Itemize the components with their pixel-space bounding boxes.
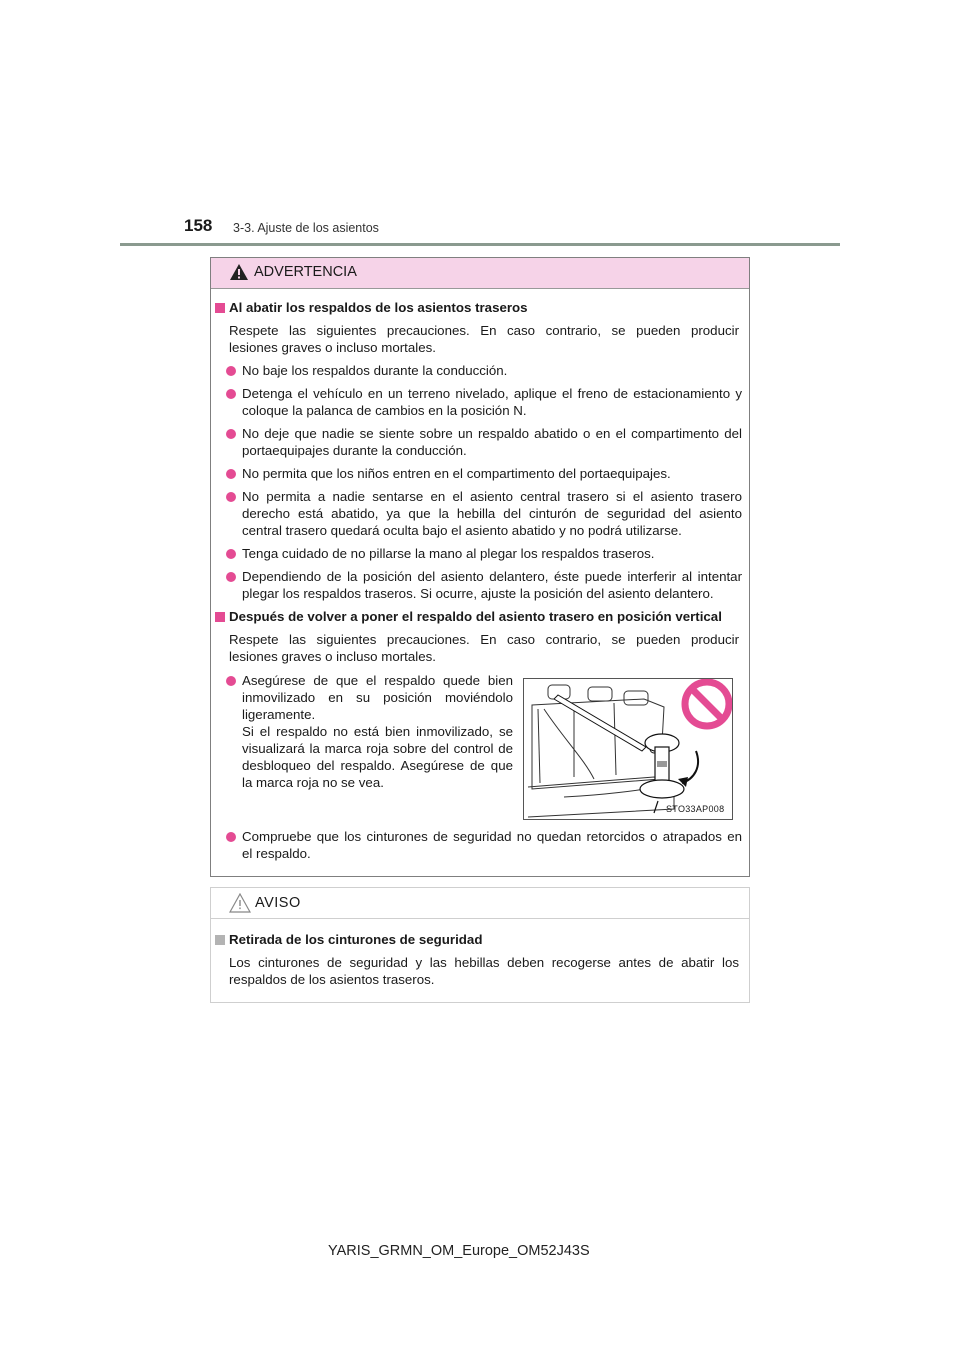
list-item: plegar los respaldos traseros. Si ocurre, ajuste la posición del asiento delantero. (242, 586, 714, 601)
list-item: No permita que los niños entren en el compartimento del portaequipajes. (242, 466, 671, 481)
bullet-dot-icon (226, 832, 236, 842)
notice-body-line: Los cinturones de seguridad y las hebillas deben recogerse antes de abatir los (229, 955, 739, 970)
notice-title: AVISO (255, 895, 301, 911)
list-item: central trasero quedará oculta bajo el asiento abatido y no podrá utilizarse. (242, 523, 682, 538)
bullet-dot-icon (226, 676, 236, 686)
caution-triangle-icon (229, 893, 251, 913)
warning-triangle-icon (229, 263, 249, 281)
image-code: STO33AP008 (666, 804, 725, 814)
list-item: Compruebe que los cinturones de seguridad no quedan retorcidos o atrapados en (242, 829, 742, 844)
footer-doc-id: YARIS_GRMN_OM_Europe_OM52J43S (328, 1243, 590, 1259)
list-item: ligeramente. (242, 707, 316, 722)
section2-intro-line: lesiones graves o incluso mortales. (229, 649, 436, 664)
list-item: No deje que nadie se siente sobre un respaldo abatido o en el compartimento del (242, 426, 742, 441)
section2-intro-line: Respete las siguientes precauciones. En caso contrario, se pueden producir (229, 632, 739, 647)
section1-intro-line: Respete las siguientes precauciones. En caso contrario, se pueden producir (229, 323, 739, 338)
rear-seat-drawing (524, 679, 732, 819)
bullet-dot-icon (226, 366, 236, 376)
bullet-dot-icon (226, 572, 236, 582)
notice-heading: Retirada de los cinturones de seguridad (229, 932, 483, 947)
list-item: la marca roja no se vea. (242, 775, 384, 790)
list-item: No baje los respaldos durante la conducción. (242, 363, 508, 378)
list-item: desbloqueo del respaldo. Asegúrese de que (242, 758, 513, 773)
list-item: Si el respaldo no está bien inmovilizado, se (242, 724, 513, 739)
list-item: derecho está abatido, ya que la hebilla del cinturón de seguridad del asiento (242, 506, 742, 521)
list-item: Tenga cuidado de no pillarse la mano al plegar los respaldos traseros. (242, 546, 655, 561)
bullet-dot-icon (226, 429, 236, 439)
section-bullet-icon (215, 612, 225, 622)
list-item: Asegúrese de que el respaldo quede bien (242, 673, 513, 688)
warning-header (211, 258, 749, 289)
section-bullet-icon (215, 935, 225, 945)
bullet-dot-icon (226, 492, 236, 502)
list-item: portaequipajes durante la conducción. (242, 443, 467, 458)
bullet-dot-icon (226, 389, 236, 399)
notice-header (211, 888, 749, 919)
notice-body-line: respaldos de los asientos traseros. (229, 972, 435, 987)
list-item: Dependiendo de la posición del asiento delantero, éste puede interferir al intentar (242, 569, 742, 584)
section2-heading: Después de volver a poner el respaldo del asiento trasero en posición vertical (229, 609, 722, 624)
warning-title: ADVERTENCIA (254, 264, 357, 280)
section1-intro-line: lesiones graves o incluso mortales. (229, 340, 436, 355)
bullet-dot-icon (226, 549, 236, 559)
list-item: inmovilizado en su posición moviéndolo (242, 690, 513, 705)
list-item: Detenga el vehículo en un terreno nivelado, aplique el freno de estacionamiento y (242, 386, 742, 401)
section-bullet-icon (215, 303, 225, 313)
list-item: No permita a nadie sentarse en el asiento central trasero si el asiento trasero (242, 489, 742, 504)
list-item: el respaldo. (242, 846, 311, 861)
bullet-dot-icon (226, 469, 236, 479)
list-item: visualizará la marca roja sobre del control de (242, 741, 513, 756)
section1-heading: Al abatir los respaldos de los asientos traseros (229, 300, 528, 315)
rear-seat-illustration (523, 678, 733, 820)
header-rule (120, 243, 840, 246)
list-item: coloque la palanca de cambios en la posición N. (242, 403, 527, 418)
section-title: 3-3. Ajuste de los asientos (233, 221, 379, 235)
page-number: 158 (184, 216, 213, 235)
